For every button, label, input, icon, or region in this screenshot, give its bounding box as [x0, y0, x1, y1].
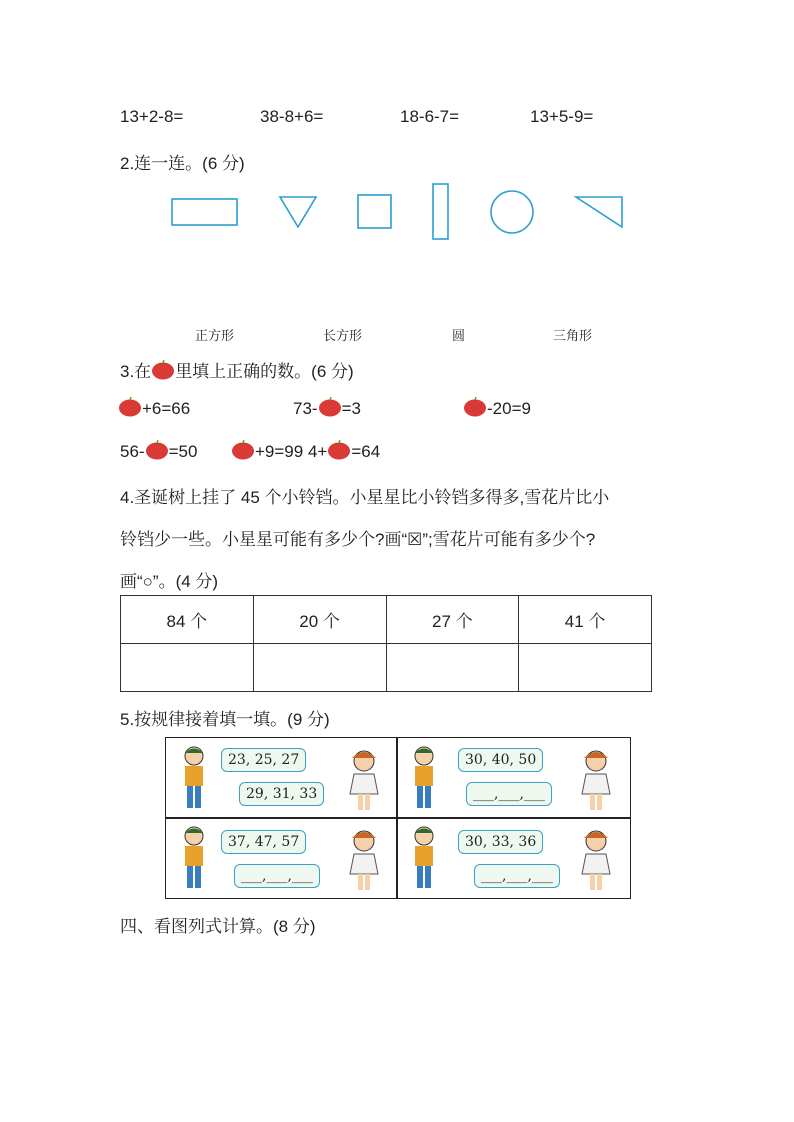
section-four-title: 四、看图列式计算。(8 分)	[120, 917, 316, 936]
table-header: 41 个	[519, 596, 652, 644]
pattern-grid	[165, 737, 631, 899]
square-icon	[358, 195, 391, 228]
q3-eq-5: +9=99 4+ =64	[231, 440, 380, 462]
boy-bubble: 23, 25, 27	[221, 748, 306, 772]
equation-3: 18-6-7=	[400, 107, 460, 126]
boy-figure	[406, 744, 442, 814]
equation-2: 38-8+6=	[260, 107, 324, 126]
table-header: 27 个	[386, 596, 519, 644]
q3-eq-4: 56- =50	[120, 442, 198, 461]
girl-figure	[576, 748, 616, 814]
q3-eq-1: +6=66	[118, 397, 190, 419]
girl-figure	[344, 828, 384, 894]
girl-bubble: 29, 31, 33	[239, 782, 324, 806]
circle-icon	[491, 191, 533, 233]
table-header: 84 个	[121, 596, 254, 644]
answer-cell[interactable]	[121, 644, 254, 692]
apple-icon	[118, 397, 142, 417]
table-header: 20 个	[253, 596, 386, 644]
shape-name-triangle: 三角形	[553, 329, 593, 344]
boy-figure	[406, 824, 442, 894]
shape-name-rectangle: 长方形	[323, 329, 363, 344]
apple-icon	[231, 440, 255, 460]
tall-rectangle-icon	[433, 184, 448, 239]
q4-line-3: 画“○”。(4 分)	[120, 572, 219, 591]
girl-figure	[576, 828, 616, 894]
answer-cell[interactable]	[386, 644, 519, 692]
boy-figure	[176, 824, 212, 894]
girl-figure	[344, 748, 384, 814]
apple-icon	[145, 440, 169, 460]
q3-eq-3: -20=9	[463, 397, 531, 419]
boy-figure	[176, 744, 212, 814]
equation-4: 13+5-9=	[530, 107, 594, 126]
girl-bubble[interactable]: ___,___,___	[466, 782, 552, 806]
apple-icon	[318, 397, 342, 417]
apple-icon	[151, 360, 175, 380]
shape-name-square: 正方形	[195, 329, 235, 344]
apple-icon	[327, 440, 351, 460]
triangle-down-icon	[280, 197, 316, 227]
boy-bubble: 30, 33, 36	[458, 830, 543, 854]
q4-line-1: 4.圣诞树上挂了 45 个小铃铛。小星星比小铃铛多得多,雪花片比小	[120, 488, 610, 507]
q5-title: 5.按规律接着填一填。(9 分)	[120, 710, 330, 729]
q3-eq-2: 73- =3	[293, 399, 361, 418]
q3-title: 3.在 里填上正确的数。(6 分)	[120, 362, 354, 381]
shapes-row	[160, 175, 640, 250]
answer-table	[120, 595, 652, 692]
boy-bubble: 30, 40, 50	[458, 748, 543, 772]
apple-icon	[463, 397, 487, 417]
q4-line-2: 铃铛少一些。小星星可能有多少个?画“☒”;雪花片可能有多少个?	[120, 530, 596, 549]
answer-cell[interactable]	[519, 644, 652, 692]
girl-bubble[interactable]: ___,___,___	[234, 864, 320, 888]
shape-name-circle: 圆	[452, 329, 466, 344]
boy-bubble: 37, 47, 57	[221, 830, 306, 854]
q2-title: 2.连一连。(6 分)	[120, 154, 245, 173]
girl-bubble[interactable]: ___,___,___	[474, 864, 560, 888]
right-triangle-icon	[576, 197, 622, 227]
rectangle-icon	[172, 199, 237, 225]
equation-1: 13+2-8=	[120, 107, 184, 126]
answer-cell[interactable]	[253, 644, 386, 692]
